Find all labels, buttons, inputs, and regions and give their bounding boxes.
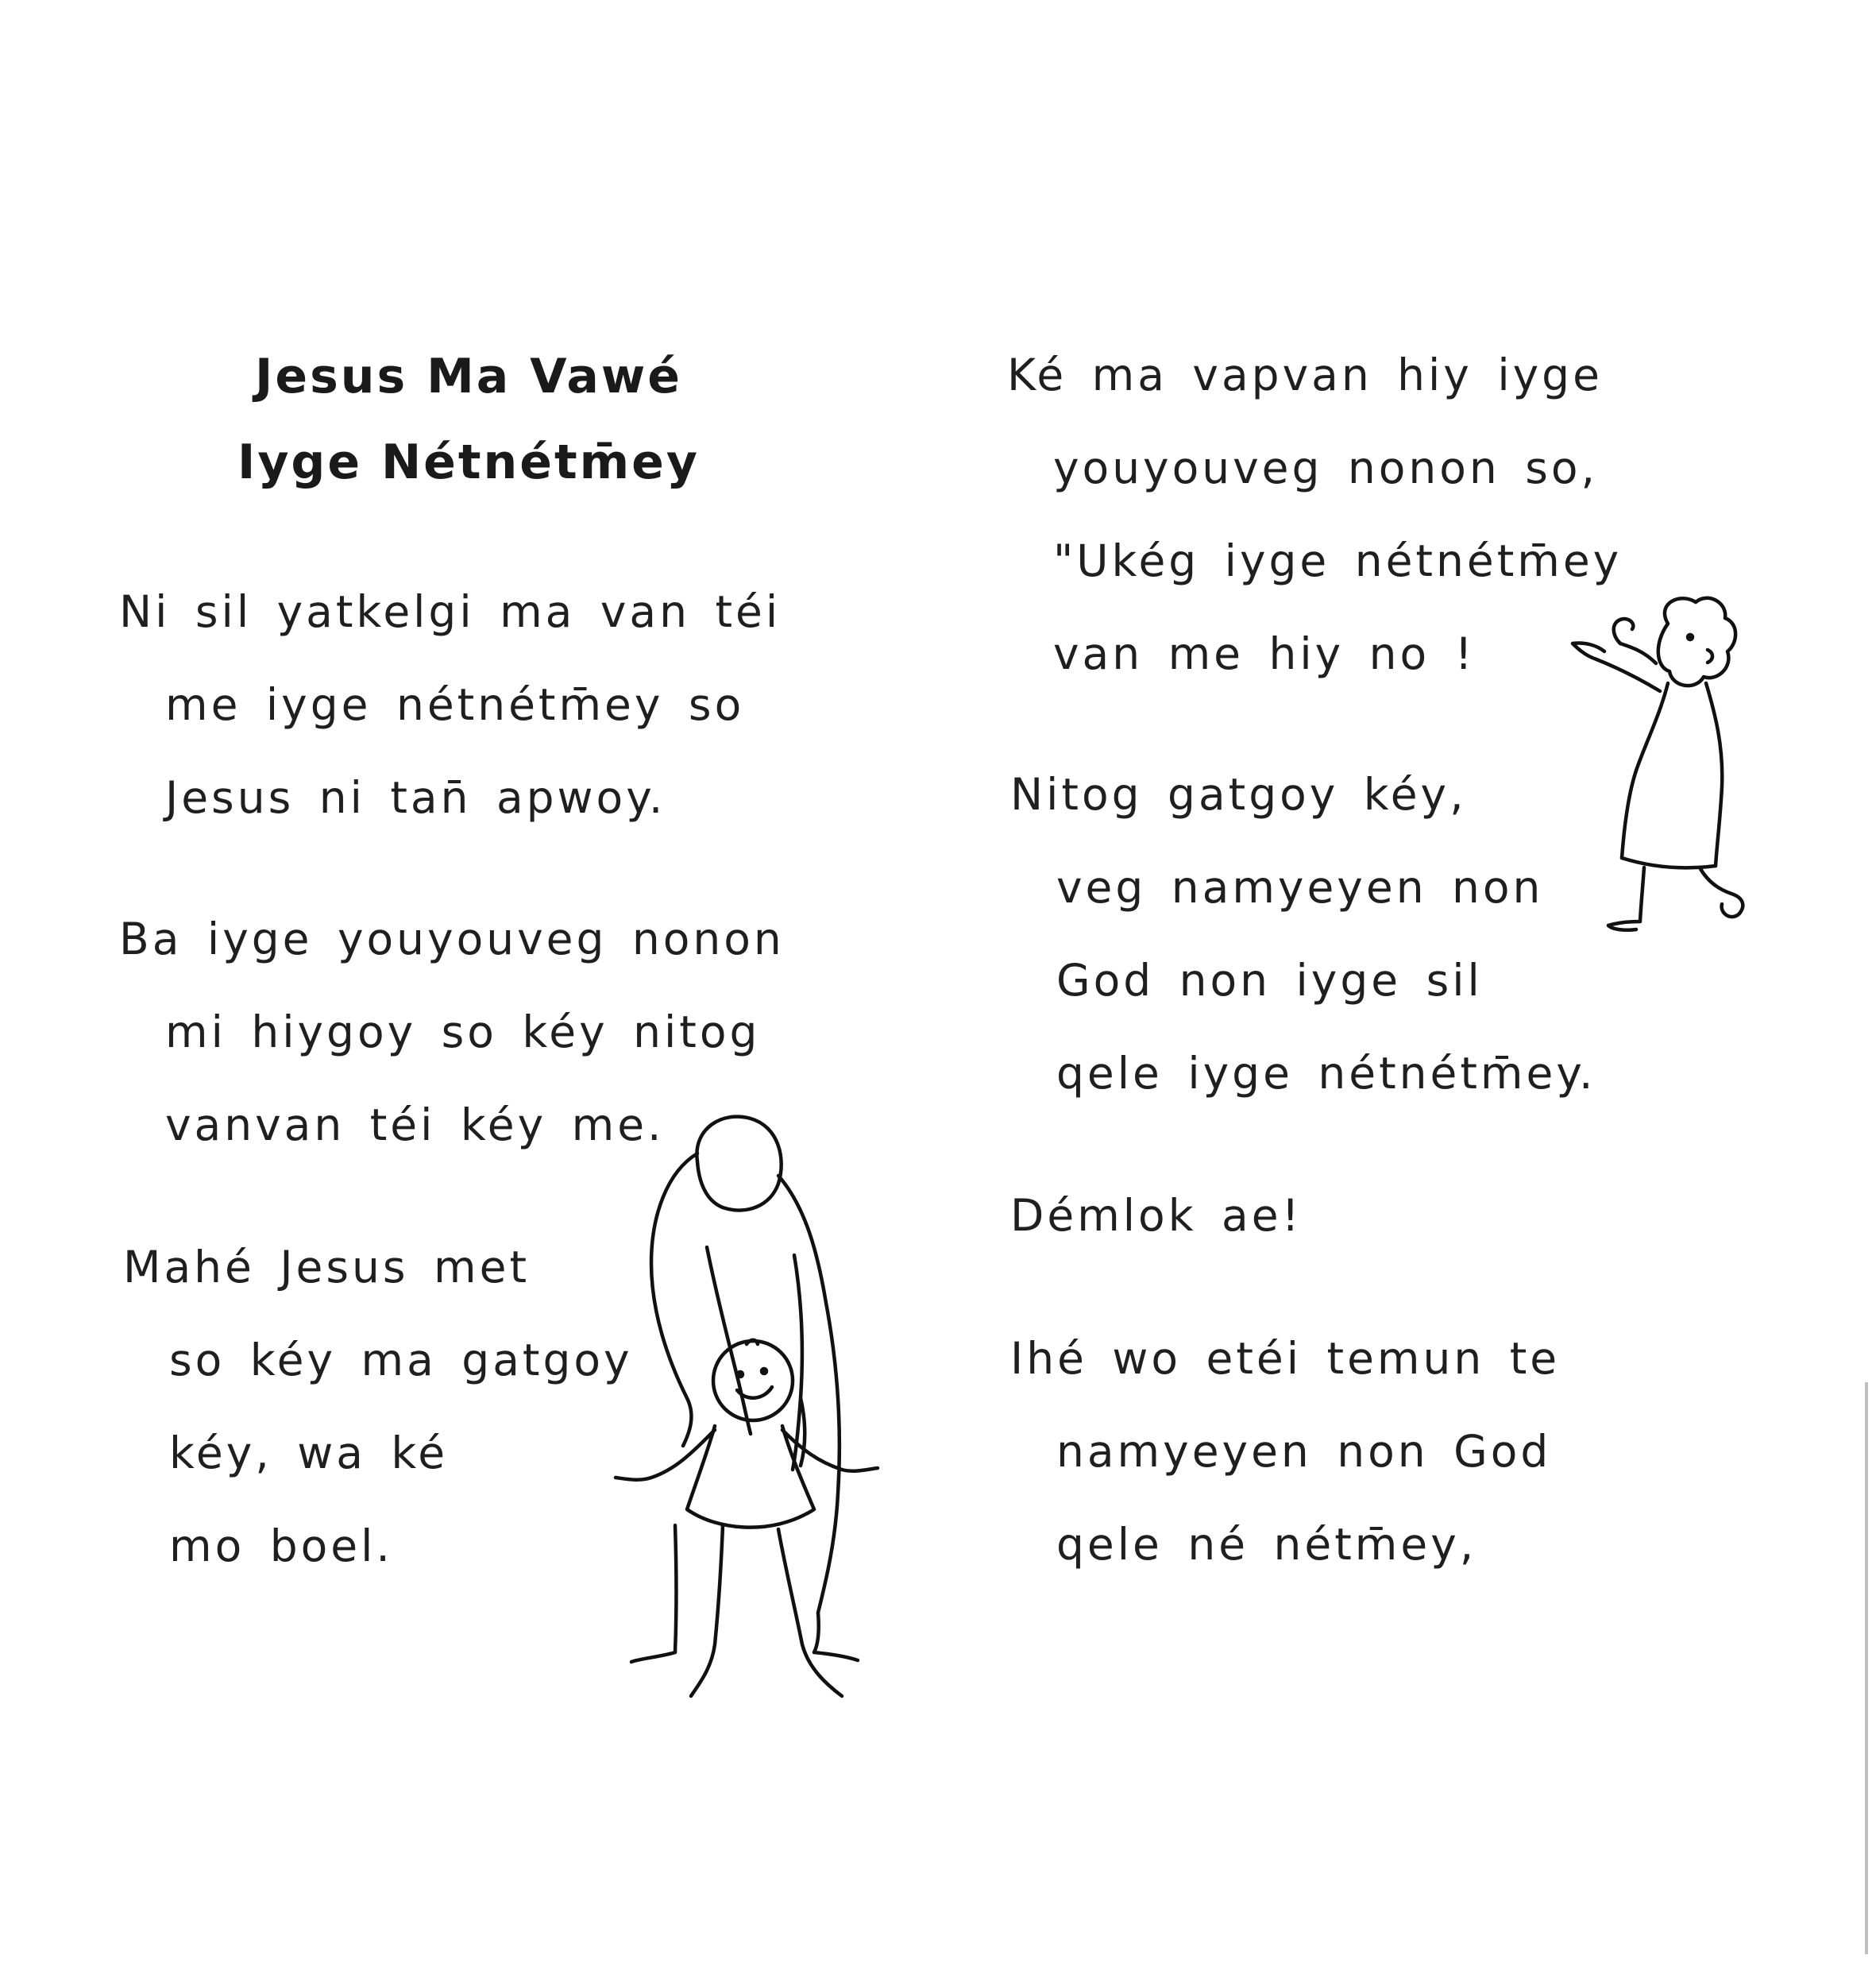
text-line: kéy, wa ké [169, 1428, 449, 1478]
text-line: God non iyge sil [1056, 955, 1483, 1006]
text-line: Ké ma vapvan hiy iyge [1007, 350, 1603, 400]
text-line: qele iyge nétnétm̄ey. [1056, 1048, 1596, 1099]
text-line: Mahé Jesus met [123, 1242, 531, 1292]
page-edge-divider [1865, 1382, 1868, 1954]
text-line: Jesus ni tan̄ apwoy. [165, 772, 666, 823]
text-line: namyeyen non God [1056, 1426, 1552, 1477]
text-line: Ni sil yatkelgi ma van téi [119, 586, 782, 637]
text-line: Ihé wo etéi temun te [1010, 1333, 1561, 1384]
title-line-1: Jesus Ma Vawé [255, 349, 682, 404]
text-line: "Ukég iyge nétnétm̄ey [1053, 535, 1623, 586]
text-line: Démlok ae! [1010, 1190, 1303, 1241]
title-line-2: Iyge Nétnétm̄ey [237, 435, 700, 490]
text-line: Ba iyge youyouveg nonon [119, 914, 785, 964]
adult-holding-child-icon [588, 1096, 921, 1716]
text-line: qele né nétm̄ey, [1056, 1519, 1477, 1570]
text-line: me iyge nétnétm̄ey so [165, 679, 745, 730]
text-line: mo boel. [169, 1520, 393, 1571]
text-line: vanvan téi kéy me. [165, 1099, 665, 1150]
text-line: youyouveg nonon so, [1053, 442, 1599, 493]
text-line: Nitog gatgoy kéy, [1010, 769, 1467, 820]
page-title [119, 334, 818, 505]
child-reaching-icon [1469, 588, 1755, 985]
text-line: so kéy ma gatgoy [169, 1335, 633, 1385]
text-line: van me hiy no ! [1053, 628, 1476, 679]
text-line: veg namyeyen non [1056, 862, 1544, 913]
text-line: mi hiygoy so kéy nitog [165, 1007, 761, 1057]
